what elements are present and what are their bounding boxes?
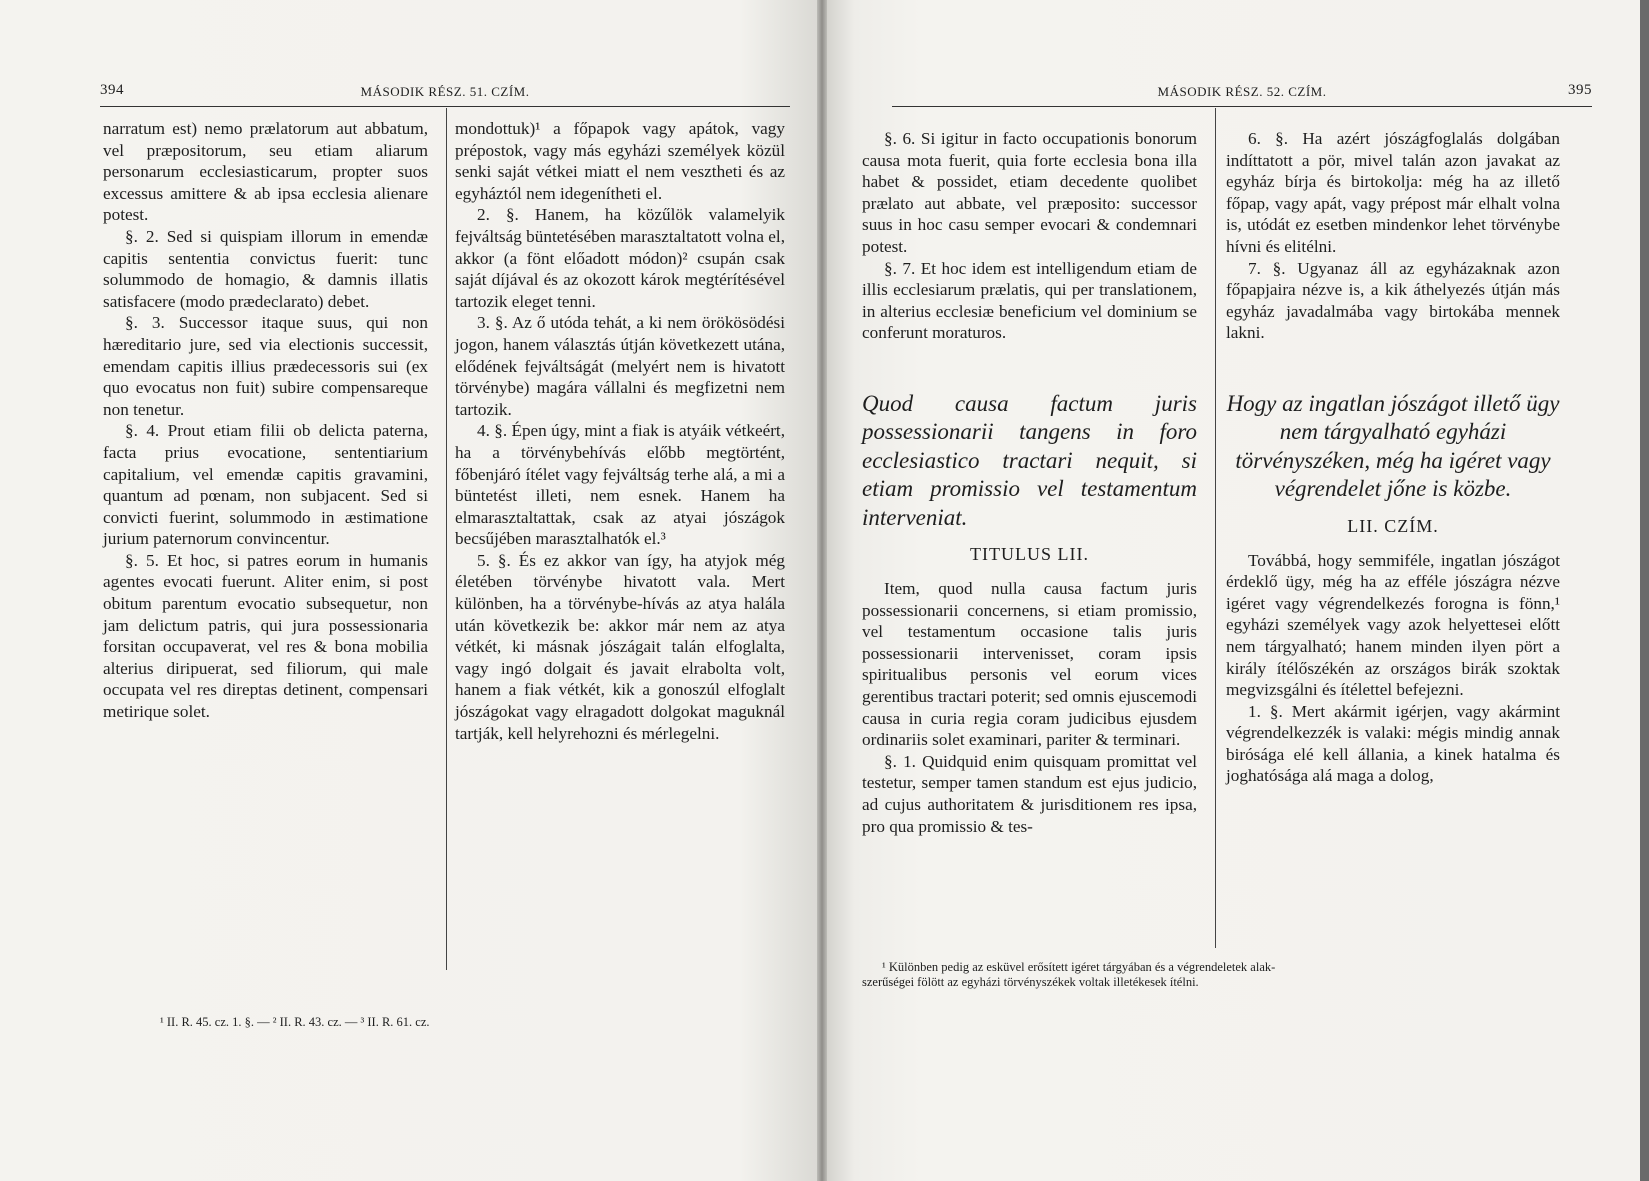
paragraph: §. 1. Quidquid enim quisquam promittat vel testetur, semper tamen standum est ejus judicio, ad cujus authoritatem & jurisditionem res ipsa, pro qua promissio & tes- (862, 751, 1197, 836)
paragraph: §. 4. Prout etiam filii ob delicta paterna, facta prius evocatione, sententiarium capitalium, vel emendæ capitis gravamini, quantum ad pœnam, non subjacent. Sed si convicti fuerint, solummodo in æstimatione jurium paternorum convincentur. (103, 421, 428, 549)
latin-column (103, 118, 428, 723)
paragraph: 5. §. És ez akkor van így, ha atyjok még életében törvénybe hivatott vala. Mert különben, ha a törvénybe-hívás az atya halála után következik be: akkor már nem az atya vétkét, ki másnak jószágait talán elfoglalta, vagy ingó dolgait és javait elrabolta volt, hanem a fiak vétkét, kik a gonoszúl elfoglalt jószágokat vagy elragadott dolgokat maguknál tartják, kell helyrehozni és mérlegelni. (455, 550, 785, 743)
footnote-line: ¹ II. R. 45. cz. 1. §. — ² II. R. 43. cz. — ³ II. R. 61. cz. (160, 1015, 430, 1029)
page-number: 394 (100, 82, 124, 98)
book-edge (1640, 0, 1649, 1181)
book-gutter (817, 0, 827, 1181)
header-rule (892, 106, 1592, 107)
footnote-line: szerűségei fölött az egyházi törvényszékek voltak illetékesek ítélni. (862, 975, 1199, 989)
paragraph: §. 6. Si igitur in facto occupationis bonorum causa mota fuerit, quia forte ecclesia bona illa habet & possidet, etiam decedente quolibet prælato aut abbate, vel præposito: successor suus in hoc casu semper evocari & condemnari potest. (862, 129, 1197, 256)
section-title: LII. CZÍM. (1347, 515, 1439, 536)
paragraph: mondottuk)¹ a főpapok vagy apátok, vagy prépostok, vagy más egyházi személyek közül senki saját vétkei miatt el nem vesztheti és az egyháztól nem idegenítheti el. (455, 119, 785, 203)
header-rule (100, 106, 790, 107)
running-head-title: MÁSODIK RÉSZ. 52. CZÍM. (1157, 84, 1327, 99)
left-page (0, 0, 822, 1181)
paragraph: 7. §. Ugyanaz áll az egyházaknak azon főpapjaira nézve is, a kik áthelyezés útján más egyház javadalmába vagy birtokába mennek lakni. (1226, 258, 1560, 343)
hungarian-column (1226, 128, 1560, 787)
right-running-head (892, 82, 1592, 104)
left-running-head (100, 82, 790, 104)
column-divider (1215, 108, 1216, 948)
paragraph: 2. §. Hanem, ha közűlök valamelyik fejváltság büntetésében marasztaltatott volna el, akkor (a fönt előadott módon)² csupán csak saját díjával és az okozott károk megtérítésével tartozik eleget tenni. (455, 205, 785, 311)
page-number: 395 (1568, 82, 1592, 98)
paragraph: §. 5. Et hoc, si patres eorum in humanis agentes evocati fuerunt. Aliter enim, si post obitum parentum evocatio subsequetur, non jam delictum patris, qui jura possessionaria forsitan occupaverat, vel res & bona mobilia alterius diripuerat, sed filiorum, qui male occupata vel res direptas detinent, compensari metirique solet. (103, 550, 428, 722)
column-divider (446, 108, 447, 970)
paragraph: 4. §. Épen úgy, mint a fiak is atyáik vétkeért, ha a törvénybehívás előbb megtörtént, főbenjáró ítélet vagy fejváltság terhe alá, a mi a büntetést illeti, nem esnek. Hanem ha elmarasztaltattak, csak az atyai jószágok becsűjében marasztalhatók el.³ (455, 421, 785, 549)
paragraph: 1. §. Mert akármit igérjen, vagy akármint végrendelkezzék is valaki: mégis mindig annak birósága elé kell állania, a kinek hatalma és joghatósága alá maga a dolog, (1226, 701, 1560, 786)
paragraph: §. 7. Et hoc idem est intelligendum etiam de illis ecclesiarum prælatis, qui per translationem, in alterius ecclesiæ beneficium vel dominium se conferunt moraturos. (862, 258, 1197, 343)
paragraph: §. 3. Successor itaque suus, qui non hæreditario jure, sed via electionis successit, emendam capitis illius prædecessoris sui (ex quo evocatus non fuit) subire compensareque non tenetur. (103, 313, 428, 419)
paragraph: 6. §. Ha azért jószágfoglalás dolgában indíttatott a pör, mivel talán azon javakat az egyház bírja és birtokolja: még ha az illető főpap, vagy apát, vagy prépost már elhalt volna is, utódát ez esetben mindenkor lehet törvénybe hívni és elitélni. (1226, 129, 1560, 256)
paragraph: §. 2. Sed si quispiam illorum in emendæ capitis sententia convictus fuerit: tunc solummodo de homagio, & damnis illatis satisfacere (modo prædeclarato) debet. (103, 226, 428, 311)
paragraph: narratum est) nemo prælatorum aut abbatum, vel præpositorum, seu etiam aliarum personarum ecclesiasticarum, propter suos excessus amittere & ab ipsa ecclesia alienare potest. (103, 119, 428, 225)
footnote (862, 960, 1562, 990)
right-page (822, 0, 1644, 1181)
paragraph: Item, quod nulla causa factum juris possessionarii concernens, si etiam promissio, vel testamentum occasione talis juris possessionarii intervenisset, coram ipsis spiritualibus personis vel eorum vices gerentibus tractari poterit; sed omnis ejuscemodi causa in curia regia coram judicibus ejusdem ordinariis solet examinari, pariter & terminari. (862, 579, 1197, 750)
section-title: TITULUS LII. (970, 544, 1089, 565)
section-heading: Quod causa factum juris possessionarii tangens in foro ecclesiastico tractari nequit, si etiam promissio vel testamentum interveniat. (862, 390, 1197, 530)
paragraph: Továbbá, hogy semmiféle, ingatlan jószágot érdeklő ügy, még ha az efféle jószágra nézve igéret vagy végrendelkezés forogna is fönn,¹ egyházi személyek vagy azok helyettesei előtt nem tárgyalható; hanem minden ilyen pört a király ítélőszékén az országos birák szoktak megvizsgálni és ítélettel befejezni. (1226, 550, 1560, 700)
footnote-line: ¹ Különben pedig az esküvel erősített igéret tárgyában és a végrendeletek alak- (882, 960, 1276, 974)
running-head-title: MÁSODIK RÉSZ. 51. CZÍM. (360, 84, 530, 99)
hungarian-column (455, 118, 785, 744)
latin-column (862, 128, 1197, 837)
section-heading: Hogy az ingatlan jószágot illető ügy nem tárgyalható egyházi törvényszéken, még ha igéret vagy végrendelet jőne is közbe. (1226, 390, 1560, 502)
paragraph: 3. §. Az ő utóda tehát, a ki nem örökösödési jogon, hanem választás útján következett utána, elődének fejváltságát (melyért nem is hivatott törvénybe) magára vállalni és megfizetni nem tartozik. (455, 313, 785, 419)
footnote (160, 1015, 760, 1030)
